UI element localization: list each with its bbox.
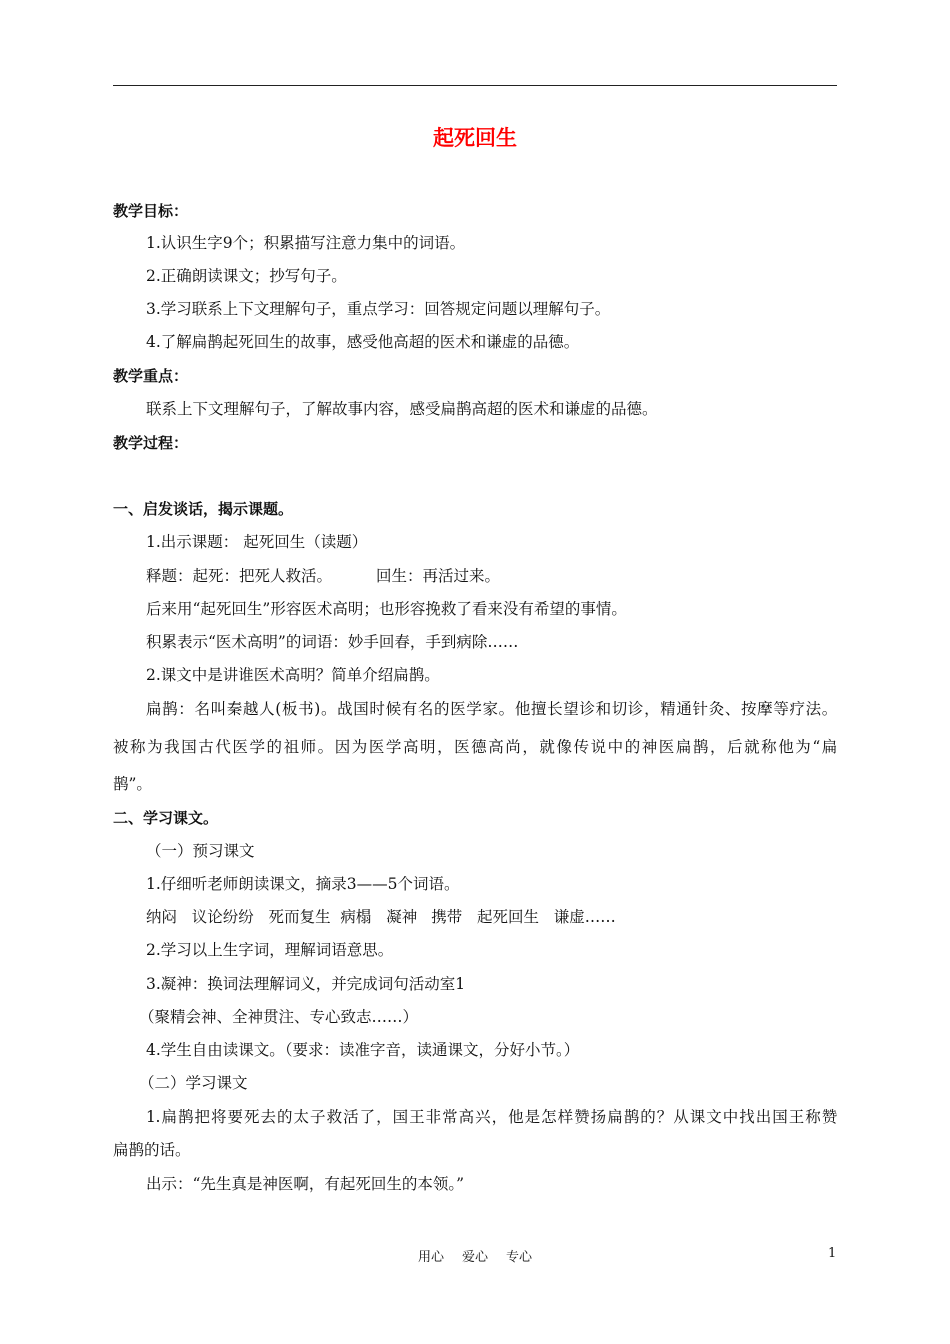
- page-title: 起死回生: [433, 126, 517, 150]
- goals-heading: 教学目标：: [113, 202, 189, 220]
- header-rule: [113, 85, 837, 86]
- part1-item: 1.出示课题： 起死回生（读题）: [146, 533, 368, 551]
- part1-accumulate: 积累表示“医术高明”的词语：妙手回春，手到病除……: [146, 633, 519, 651]
- part2-item: 2.学习以上生字词，理解词语意思。: [146, 941, 394, 959]
- process-heading: 教学过程：: [113, 434, 189, 452]
- part1-item: 2.课文中是讲谁医术高明？简单介绍扁鹊。: [146, 666, 440, 684]
- part2-sub: （二）学习课文: [139, 1074, 248, 1092]
- bio-line: 鹊”。: [113, 775, 152, 793]
- part2-item: 3.凝神：换词法理解词义，并完成词句活动室1: [146, 975, 466, 993]
- part1-later: 后来用“起死回生”形容医术高明；也形容挽救了看来没有希望的事情。: [146, 600, 627, 618]
- focus-text: 联系上下文理解句子，了解故事内容，感受扁鹊高超的医术和谦虚的品德。: [146, 400, 658, 418]
- goal-item: 2.正确朗读课文；抄写句子。: [146, 267, 347, 285]
- word-list-a: 纳闷 议论纷纷 死而复生 病榻 凝神: [146, 908, 418, 926]
- part2-item: 1.仔细听老师朗读课文，摘录3——5个词语。: [146, 875, 460, 893]
- part2-sub: （一）预习课文: [146, 842, 255, 860]
- part1-heading: 一、启发谈话，揭示课题。: [113, 500, 294, 518]
- part1-explain: [113, 564, 837, 588]
- focus-heading: 教学重点：: [113, 367, 189, 385]
- word-list-b: 携带 起死回生 谦虚……: [431, 908, 616, 926]
- goal-item: 4.了解扁鹊起死回生的故事，感受他高超的医术和谦虚的品德。: [146, 333, 580, 351]
- motto-word: 专心: [506, 1250, 533, 1265]
- motto-word: 爱心: [461, 1250, 488, 1265]
- motto-word: 用心: [417, 1250, 444, 1265]
- bio-line: 被称为我国古代医学的祖师。因为医学高明，医德高尚，就像传说中的神医扁鹊，后就称他为“扁: [113, 738, 837, 756]
- footer-motto: [0, 1246, 950, 1265]
- part2-note: （聚精会神、全神贯注、专心致志……）: [139, 1008, 419, 1026]
- part2-heading: 二、学习课文。: [113, 809, 219, 827]
- explain-a: 释题：起死：把死人救活。: [146, 567, 333, 585]
- question-line: 扁鹊的话。: [113, 1141, 191, 1159]
- part2-item: 4.学生自由读课文。（要求：读准字音，读通课文，分好小节。）: [146, 1041, 580, 1059]
- page-number: 1: [828, 1246, 837, 1261]
- show-line: 出示：“先生真是神医啊，有起死回生的本领。”: [146, 1175, 465, 1193]
- word-list: [113, 905, 837, 929]
- goal-item: 3.学习联系上下文理解句子，重点学习：回答规定问题以理解句子。: [146, 300, 611, 318]
- question-line: 1.扁鹊把将要死去的太子救活了，国王非常高兴，他是怎样赞扬扁鹊的？从课文中找出国王称赞: [146, 1108, 837, 1126]
- bio-line: 扁鹊：名叫秦越人(板书)。战国时候有名的医学家。他擅长望诊和切诊，精通针灸、按摩等疗法。: [146, 700, 837, 718]
- goal-item: 1.认识生字9个；积累描写注意力集中的词语。: [146, 234, 466, 252]
- explain-b: 回生：再活过来。: [376, 567, 501, 585]
